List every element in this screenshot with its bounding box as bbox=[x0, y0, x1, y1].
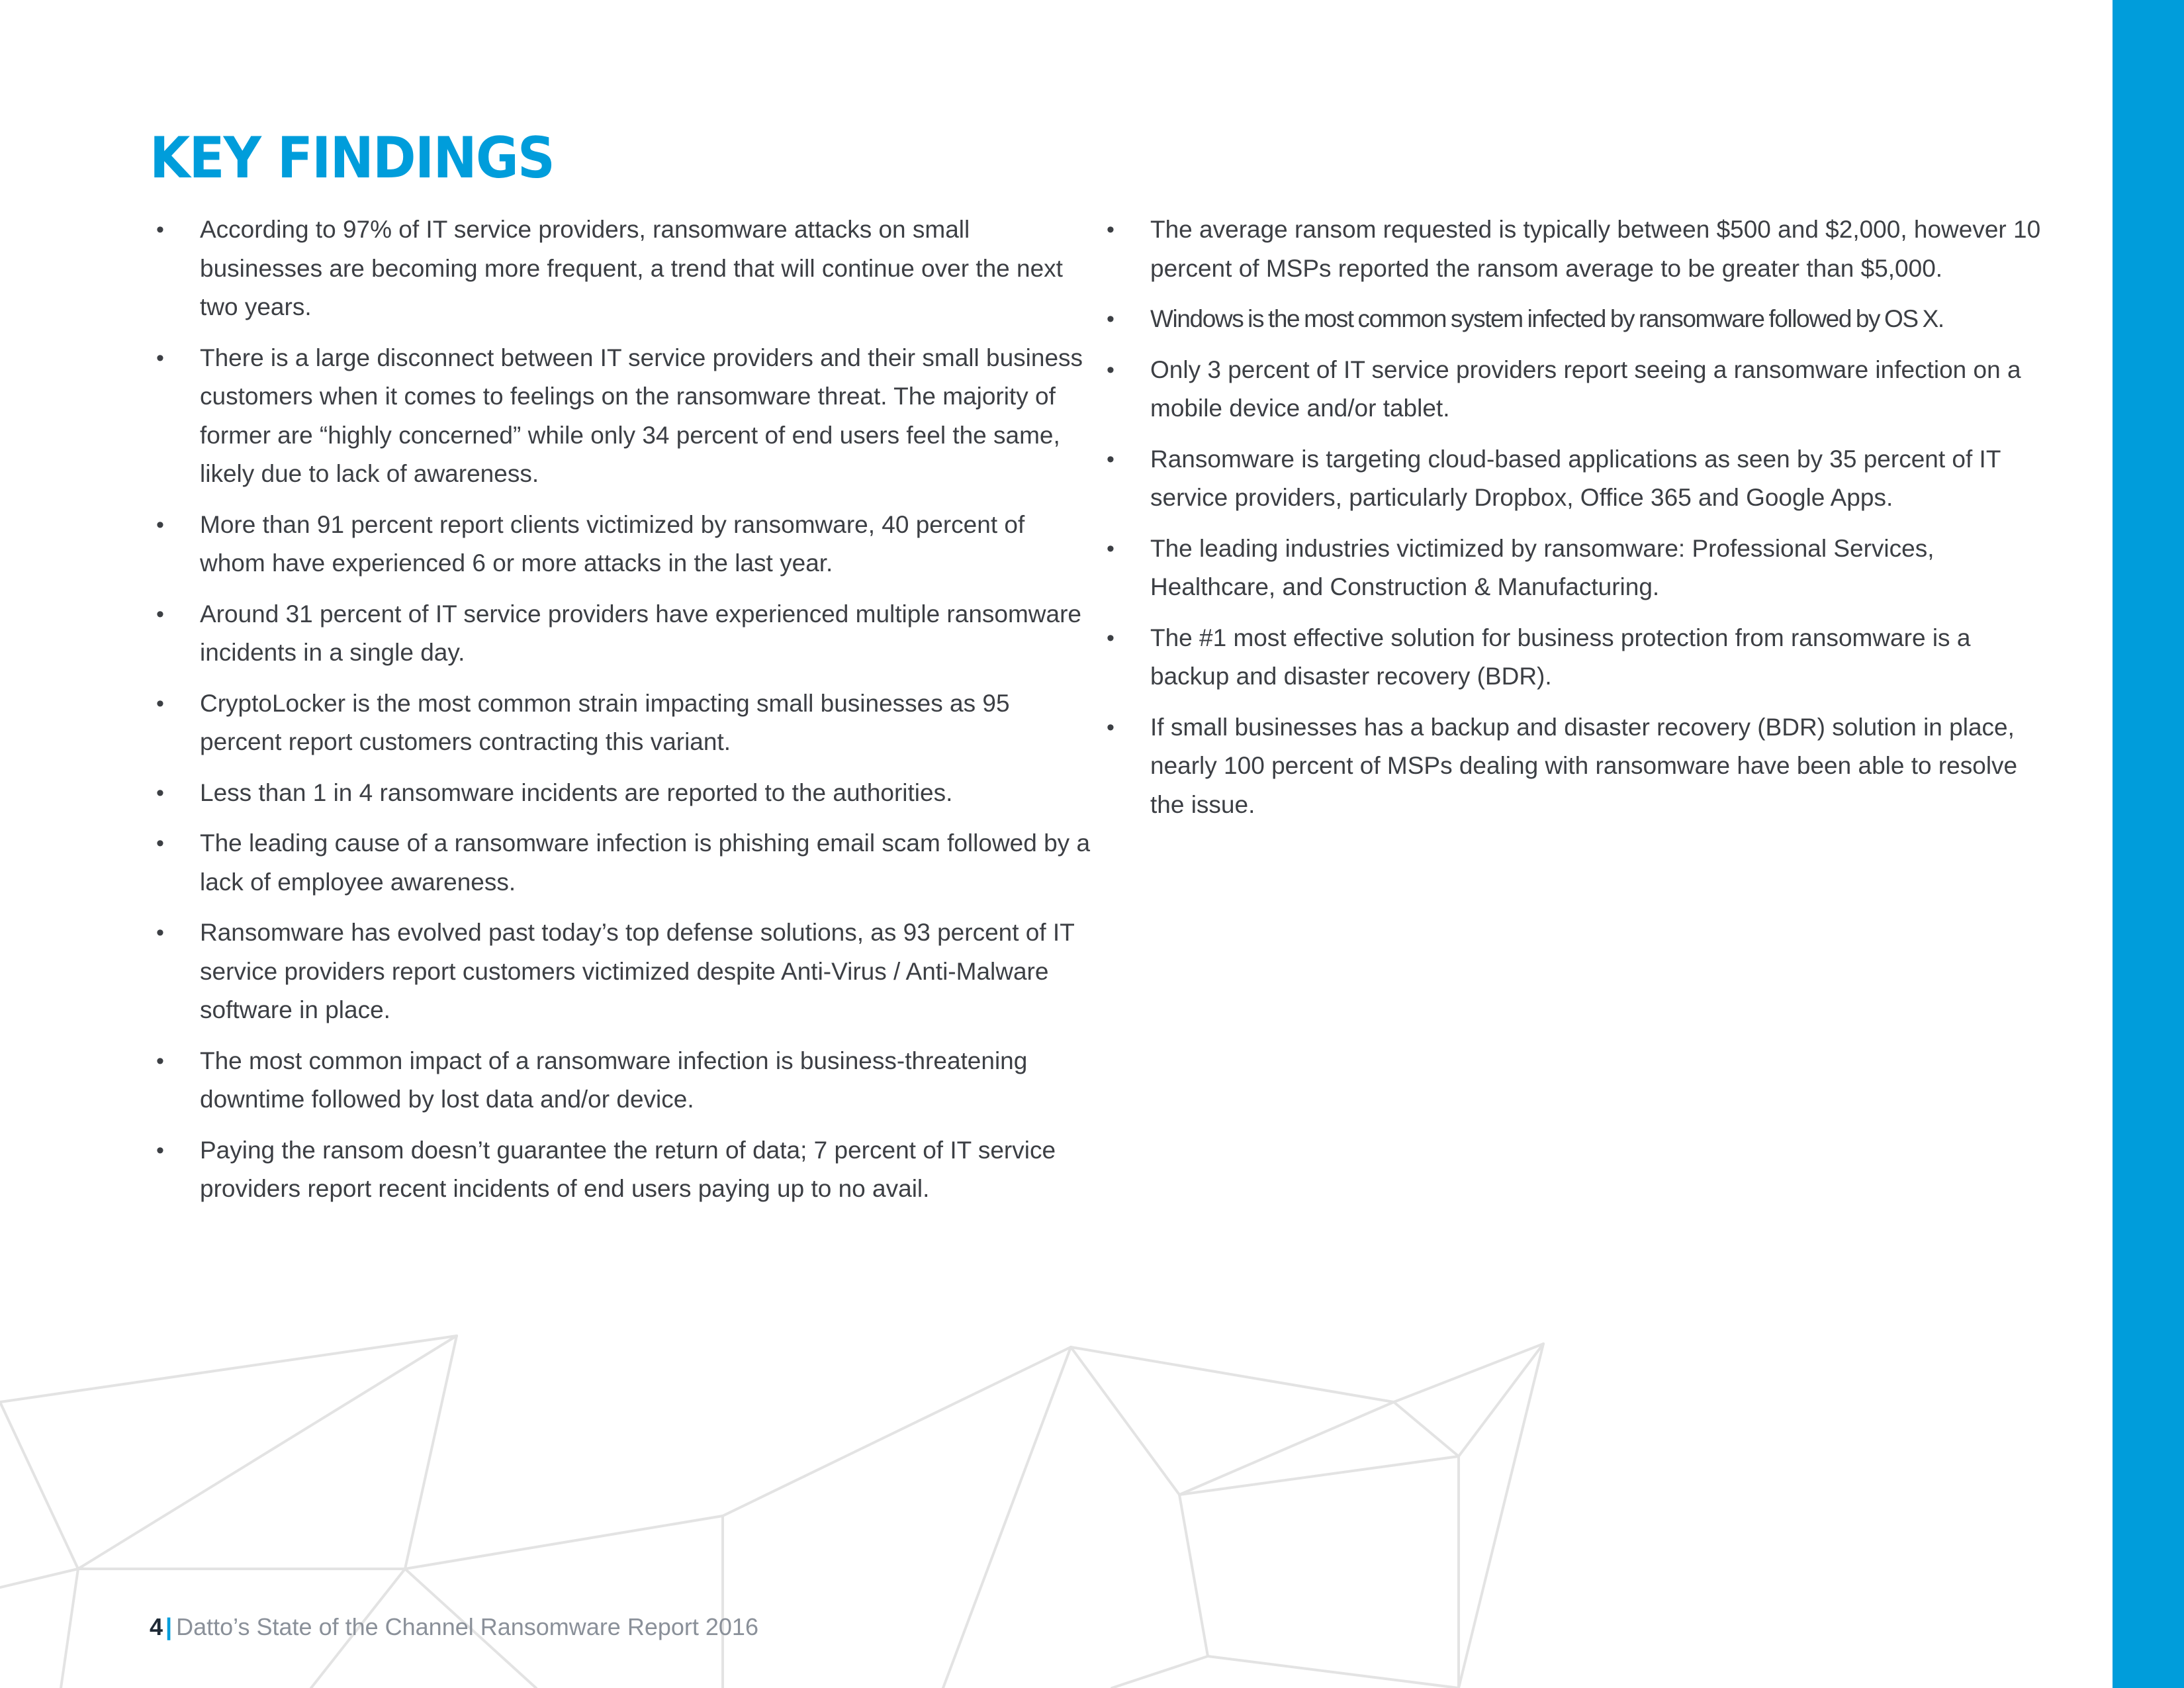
findings-list-left bbox=[154, 211, 1093, 1221]
list-item bbox=[1104, 300, 2044, 339]
list-item bbox=[1104, 530, 2044, 607]
finding-text: According to 97% of IT service providers, ransomware attacks on small businesses are becoming more frequent, a trend that will continue over the next two years. bbox=[200, 216, 1063, 320]
bullet-icon: • bbox=[156, 831, 164, 856]
list-item bbox=[154, 774, 1093, 813]
bullet-icon: • bbox=[1107, 536, 1115, 561]
bullet-icon: • bbox=[156, 1137, 164, 1163]
list-item bbox=[154, 1042, 1093, 1119]
bullet-icon: • bbox=[156, 780, 164, 806]
footer-separator: | bbox=[165, 1613, 173, 1640]
finding-text: More than 91 percent report clients victimized by ransomware, 40 percent of whom have experienced 6 or more attacks in the last year. bbox=[200, 510, 1025, 577]
bullet-icon: • bbox=[1107, 357, 1115, 383]
bullet-icon: • bbox=[156, 345, 164, 371]
list-item bbox=[154, 595, 1093, 673]
bullet-icon: • bbox=[156, 601, 164, 627]
finding-text: The leading cause of a ransomware infection is phishing email scam followed by a lack of employee awareness. bbox=[200, 829, 1091, 896]
finding-text: Paying the ransom doesn’t guarantee the return of data; 7 percent of IT service providers report recent incidents of end users paying up to no avail. bbox=[200, 1136, 1056, 1202]
list-item bbox=[1104, 619, 2044, 696]
bullet-icon: • bbox=[156, 690, 164, 716]
bullet-icon: • bbox=[1107, 306, 1115, 332]
finding-text: The #1 most effective solution for business protection from ransomware is a backup and disaster recovery (BDR). bbox=[1150, 624, 1971, 690]
list-item bbox=[154, 339, 1093, 494]
page-title: KEY FINDINGS bbox=[150, 125, 555, 191]
finding-text: Windows is the most common system infected by ransomware followed by OS X. bbox=[1150, 305, 1944, 332]
finding-text: Ransomware has evolved past today’s top defense solutions, as 93 percent of IT service providers report customers victimized despite Anti-Virus / Anti-Malware software in place. bbox=[200, 919, 1075, 1023]
list-item bbox=[154, 1131, 1093, 1209]
bullet-icon: • bbox=[156, 512, 164, 538]
finding-text: If small businesses has a backup and disaster recovery (BDR) solution in place, nearly 100 percent of MSPs dealing with ransomware have been able to resolve the issue. bbox=[1150, 713, 2018, 818]
finding-text: Less than 1 in 4 ransomware incidents are reported to the authorities. bbox=[200, 778, 953, 806]
bullet-icon: • bbox=[1107, 446, 1115, 472]
list-item bbox=[1104, 708, 2044, 825]
finding-text: There is a large disconnect between IT service providers and their small business customers when it comes to feelings on the ransomware threat. The majority of former are “highly concerned” while only 34 percent of end users feel the same, likely due to lack of awareness. bbox=[200, 344, 1083, 487]
page-footer bbox=[150, 1611, 758, 1643]
finding-text: Ransomware is targeting cloud-based applications as seen by 35 percent of IT service providers, particularly Dropbox, Office 365 and Google Apps. bbox=[1150, 445, 2001, 511]
list-item bbox=[1104, 211, 2044, 288]
finding-text: Around 31 percent of IT service providers have experienced multiple ransomware incidents in a single day. bbox=[200, 600, 1081, 666]
finding-text: The most common impact of a ransomware infection is business-threatening downtime followed by lost data and/or device. bbox=[200, 1047, 1028, 1113]
report-title: Datto’s State of the Channel Ransomware Report 2016 bbox=[176, 1613, 758, 1640]
right-accent-band bbox=[2113, 0, 2184, 1688]
bullet-icon: • bbox=[1107, 217, 1115, 242]
bullet-icon: • bbox=[156, 920, 164, 945]
bullet-icon: • bbox=[1107, 625, 1115, 651]
bullet-icon: • bbox=[156, 1048, 164, 1074]
finding-text: The average ransom requested is typically between $500 and $2,000, however 10 percent of MSPs reported the ransom average to be greater than $5,000. bbox=[1150, 216, 2041, 282]
findings-list-right bbox=[1104, 211, 2044, 836]
page-number: 4 bbox=[150, 1613, 163, 1640]
list-item bbox=[154, 506, 1093, 583]
list-item bbox=[154, 824, 1093, 902]
list-item bbox=[154, 211, 1093, 327]
list-item bbox=[1104, 351, 2044, 428]
finding-text: Only 3 percent of IT service providers report seeing a ransomware infection on a mobile device and/or tablet. bbox=[1150, 355, 2021, 422]
list-item bbox=[154, 914, 1093, 1030]
finding-text: CryptoLocker is the most common strain impacting small businesses as 95 percent report customers contracting this variant. bbox=[200, 689, 1010, 755]
bullet-icon: • bbox=[156, 217, 164, 242]
bullet-icon: • bbox=[1107, 714, 1115, 740]
list-item bbox=[154, 684, 1093, 762]
finding-text: The leading industries victimized by ransomware: Professional Services, Healthcare, and Construction & Manufacturing. bbox=[1150, 534, 1934, 600]
list-item bbox=[1104, 440, 2044, 518]
